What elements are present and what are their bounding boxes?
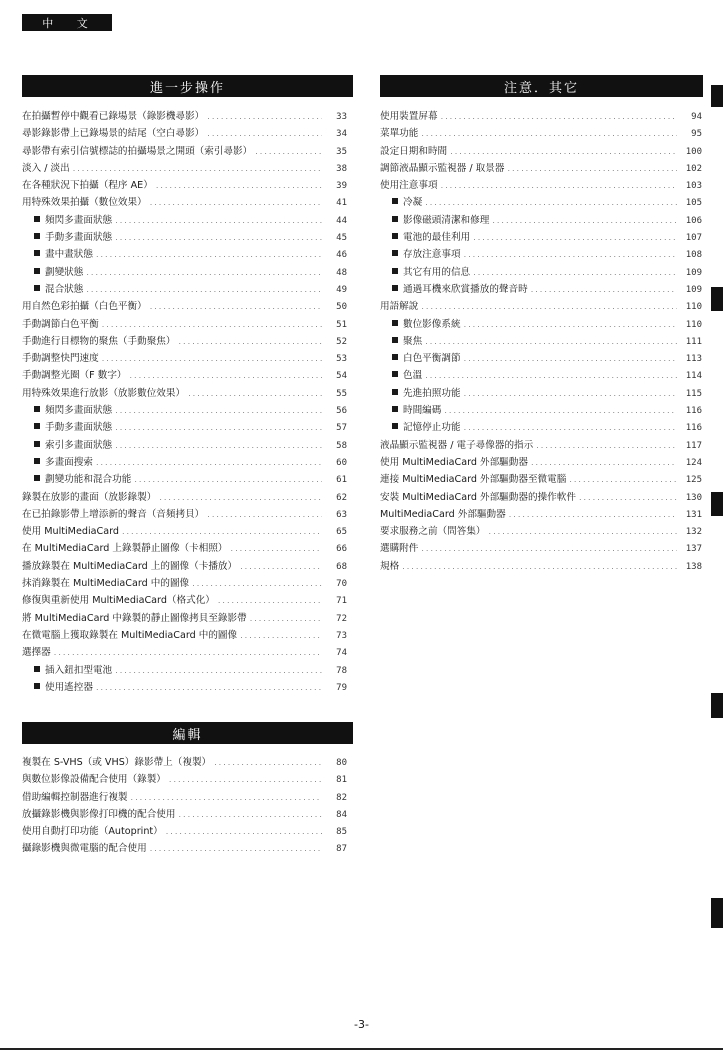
toc-entry-title: 畫中畫狀態	[45, 249, 93, 261]
dot-leader	[115, 437, 322, 454]
dot-leader	[122, 523, 322, 540]
toc-page-number: 116	[685, 423, 702, 434]
toc-subentry	[380, 419, 702, 436]
dot-leader	[473, 229, 677, 246]
dot-leader	[156, 177, 322, 194]
toc-entry-title: 使用自動打印功能（Autoprint）	[22, 826, 163, 838]
dot-leader	[115, 419, 322, 436]
toc-subentry	[22, 281, 347, 298]
section-edge-marker	[711, 492, 723, 516]
toc-page-number: 34	[336, 129, 347, 140]
dot-leader	[96, 246, 322, 263]
toc-page-number: 113	[685, 354, 702, 365]
toc-page-number: 51	[336, 319, 347, 330]
section-edge-marker	[711, 287, 723, 311]
toc-page-number: 78	[336, 665, 347, 676]
toc-page-number: 79	[336, 682, 347, 693]
toc-subentry	[22, 246, 347, 263]
toc-entry-title: 設定日期和時間	[380, 145, 448, 157]
toc-entry-title: 播放錄製在 MultiMediaCard 上的圖像（卡播放）	[22, 560, 238, 572]
toc-entry	[22, 194, 347, 211]
toc-entry-title: 攝錄影機與微電腦的配合使用	[22, 843, 147, 855]
toc-entry	[22, 575, 347, 592]
toc-page-number: 84	[336, 809, 347, 820]
toc-page-number: 103	[685, 181, 702, 192]
toc-page-number: 73	[336, 630, 347, 641]
toc-page-number: 60	[336, 457, 347, 468]
toc-page-number: 138	[685, 561, 702, 572]
toc-entry	[22, 789, 347, 806]
toc-subentry	[380, 350, 702, 367]
toc-entry-title: 混合狀態	[45, 283, 84, 295]
toc-entry-title: 在微電腦上獲取錄製在 MultiMediaCard 中的圖像	[22, 629, 238, 641]
dot-leader	[96, 454, 322, 471]
toc-entry-title: 用特殊效果進行放影（放影數位效果）	[22, 387, 186, 399]
dot-leader	[425, 194, 677, 211]
dot-leader	[188, 385, 322, 402]
toc-entry-title: 在拍攝暫停中觀看已錄場景（錄影機尋影）	[22, 111, 205, 122]
toc-page-number: 46	[336, 250, 347, 261]
toc-entry	[22, 385, 347, 402]
dot-leader	[464, 316, 677, 333]
toc-page-number: 132	[685, 527, 702, 538]
dot-leader	[531, 281, 677, 298]
toc-entry-title: 連接 MultiMediaCard 外部驅動器至微電腦	[380, 474, 567, 486]
toc-entry	[22, 644, 347, 661]
toc-entry-title: 記憶停止功能	[403, 422, 461, 434]
toc-page-number: 72	[336, 613, 347, 624]
toc-entry	[380, 298, 702, 315]
toc-entry	[22, 523, 347, 540]
dot-leader	[207, 108, 322, 125]
toc-page-number: 44	[336, 215, 347, 226]
toc-entry-title: 手動調整光圈（F 數字）	[22, 370, 127, 382]
dot-leader	[159, 489, 322, 506]
dot-leader	[102, 316, 322, 333]
toc-entry	[22, 125, 347, 142]
toc-subentry	[22, 419, 347, 436]
toc-page-number: 114	[685, 371, 702, 382]
toc-entry	[380, 177, 702, 194]
toc-entry-title: 通過耳機來欣賞播放的聲音時	[403, 283, 528, 295]
dot-leader	[54, 644, 322, 661]
toc-page-number: 115	[685, 388, 702, 399]
dot-leader	[464, 419, 677, 436]
toc-entry-title: 插入鈕扣型電池	[45, 664, 113, 676]
toc-entry-title: 規格	[380, 560, 400, 572]
section-edge-marker	[711, 898, 723, 928]
toc-entry	[380, 471, 702, 488]
toc-entry	[22, 540, 347, 557]
toc-page-number: 65	[336, 527, 347, 538]
toc-page-number: 107	[685, 233, 702, 244]
toc-page-number: 68	[336, 561, 347, 572]
toc-entry-title: 手動多畫面狀態	[45, 422, 113, 434]
toc-entry	[22, 489, 347, 506]
dot-leader	[421, 540, 677, 557]
toc-subentry	[22, 264, 347, 281]
toc-entry	[22, 298, 347, 315]
toc-entry	[22, 823, 347, 840]
toc-page-number: 94	[691, 112, 702, 122]
toc-page-number: 57	[336, 423, 347, 434]
dot-leader	[569, 471, 677, 488]
dot-leader	[255, 143, 322, 160]
toc-entry-title: 用語解說	[380, 301, 419, 313]
section-edge-marker	[711, 693, 723, 718]
language-tab: 中 文	[22, 14, 112, 31]
toc-page-number: 82	[336, 792, 347, 803]
toc-subentry	[22, 402, 347, 419]
toc-page-number: 62	[336, 492, 347, 503]
dot-leader	[240, 558, 322, 575]
toc-page-number: 38	[336, 163, 347, 174]
toc-page-number: 110	[685, 319, 702, 330]
toc-entry-title: 劃變狀態	[45, 266, 84, 278]
toc-page-number: 41	[336, 198, 347, 209]
toc-page-number: 105	[685, 198, 702, 209]
toc-page-number: 111	[685, 336, 702, 347]
toc-editing	[22, 754, 347, 858]
toc-page-number: 50	[336, 302, 347, 313]
toc-entry	[22, 806, 347, 823]
toc-entry	[380, 506, 702, 523]
toc-page-number: 74	[336, 648, 347, 659]
toc-entry-title: 用自然色彩拍攝（白色平衡）	[22, 301, 147, 313]
dot-leader	[464, 246, 677, 263]
toc-page-number: 124	[685, 457, 702, 468]
dot-leader	[536, 437, 677, 454]
toc-page-number: 55	[336, 388, 347, 399]
toc-entry-title: 手動調節白色平衡	[22, 318, 99, 330]
toc-page-number: 85	[336, 827, 347, 838]
toc-entry-title: 使用注意事項	[380, 180, 438, 192]
toc-entry-title: 索引多畫面狀態	[45, 439, 113, 451]
toc-entry-title: 選擇器	[22, 647, 51, 659]
dot-leader	[250, 610, 322, 627]
toc-page-number: 137	[685, 544, 702, 555]
toc-entry-title: 頻閃多畫面狀態	[45, 214, 113, 226]
toc-subentry	[380, 194, 702, 211]
toc-page-number: 33	[336, 112, 347, 122]
toc-entry-title: 其它有用的信息	[403, 266, 471, 278]
toc-page-number: 39	[336, 181, 347, 192]
dot-leader	[115, 229, 322, 246]
toc-entry-title: 白色平衡調節	[403, 353, 461, 365]
toc-entry	[22, 177, 347, 194]
dot-leader	[134, 471, 322, 488]
toc-page-number: 52	[336, 336, 347, 347]
toc-entry-title: 手動調整快門速度	[22, 353, 99, 365]
dot-leader	[441, 108, 677, 125]
toc-entry-title: 使用裝置屏幕	[380, 111, 438, 122]
dot-leader	[425, 367, 677, 384]
toc-page-number: 80	[336, 758, 347, 768]
section-header-notes-others: 注意．其它	[380, 75, 703, 97]
dot-leader	[179, 333, 323, 350]
dot-leader	[492, 212, 677, 229]
toc-entry-title: 聚焦	[403, 335, 423, 347]
scan-edge-line	[0, 1048, 723, 1050]
toc-page-number: 54	[336, 371, 347, 382]
toc-subentry	[22, 679, 347, 696]
toc-subentry	[380, 212, 702, 229]
dot-leader	[115, 662, 322, 679]
toc-entry-title: 複製在 S-VHS（或 VHS）錄影帶上（複製）	[22, 757, 212, 768]
toc-page-number: 87	[336, 844, 347, 855]
toc-page-number: 56	[336, 406, 347, 417]
toc-entry	[22, 754, 347, 771]
toc-page-number: 58	[336, 440, 347, 451]
toc-entry-title: 在各種狀況下拍攝（程序 AE）	[22, 180, 153, 192]
toc-page-number: 35	[336, 146, 347, 157]
toc-entry	[380, 125, 702, 142]
toc-page-number: 102	[685, 163, 702, 174]
toc-subentry	[380, 333, 702, 350]
toc-subentry	[22, 471, 347, 488]
toc-subentry	[380, 246, 702, 263]
dot-leader	[464, 385, 677, 402]
toc-entry-title: 多畫面搜索	[45, 456, 93, 468]
dot-leader	[231, 540, 322, 557]
dot-leader	[207, 125, 322, 142]
toc-subentry	[380, 229, 702, 246]
toc-entry-title: 電池的最佳利用	[403, 232, 471, 244]
section-edge-marker	[711, 85, 723, 107]
dot-leader	[402, 558, 677, 575]
toc-entry	[22, 627, 347, 644]
dot-leader	[450, 143, 677, 160]
dot-leader	[115, 212, 322, 229]
toc-page-number: 110	[685, 302, 702, 313]
toc-page-number: 49	[336, 284, 347, 295]
toc-entry	[380, 160, 702, 177]
toc-advanced-operations	[22, 108, 347, 696]
toc-entry	[380, 558, 702, 575]
toc-entry-title: 使用 MultiMediaCard 外部驅動器	[380, 456, 528, 468]
dot-leader	[579, 489, 677, 506]
toc-page-number: 61	[336, 475, 347, 486]
toc-entry-title: 影像磁頭清潔和修理	[403, 214, 490, 226]
toc-page-number: 109	[685, 267, 702, 278]
toc-entry-title: 手動進行目標物的聚焦（手動聚焦）	[22, 335, 176, 347]
toc-entry	[22, 108, 347, 125]
toc-subentry	[22, 229, 347, 246]
toc-entry-title: 使用 MultiMediaCard	[22, 526, 119, 538]
toc-entry-title: 先進拍照功能	[403, 387, 461, 399]
toc-page-number: 125	[685, 475, 702, 486]
section-header-advanced-operations: 進一步操作	[22, 75, 353, 97]
dot-leader	[444, 402, 677, 419]
toc-subentry	[22, 212, 347, 229]
toc-entry	[22, 143, 347, 160]
toc-subentry	[380, 316, 702, 333]
toc-entry-title: 數位影像系統	[403, 318, 461, 330]
toc-entry-title: 在 MultiMediaCard 上錄製靜止圖像（卡相照）	[22, 543, 228, 555]
toc-page-number: 116	[685, 406, 702, 417]
toc-entry	[22, 506, 347, 523]
page-number: -3-	[354, 1018, 369, 1031]
dot-leader	[425, 333, 677, 350]
toc-subentry	[380, 281, 702, 298]
dot-leader	[166, 823, 322, 840]
dot-leader	[489, 523, 677, 540]
toc-entry-title: 調節液晶顯示監視器 / 取景器	[380, 162, 505, 174]
toc-page-number: 100	[685, 146, 702, 157]
dot-leader	[179, 806, 323, 823]
dot-leader	[131, 789, 322, 806]
toc-page-number: 131	[685, 509, 702, 520]
dot-leader	[192, 575, 322, 592]
toc-page-number: 95	[691, 129, 702, 140]
dot-leader	[507, 160, 677, 177]
toc-subentry	[380, 385, 702, 402]
toc-entry	[380, 143, 702, 160]
toc-entry-title: MultiMediaCard 外部驅動器	[380, 508, 506, 520]
toc-page-number: 70	[336, 579, 347, 590]
toc-page-number: 45	[336, 233, 347, 244]
toc-entry-title: 尋影帶有索引信號標誌的拍攝場景之開頭（索引尋影）	[22, 145, 253, 157]
toc-entry-title: 與數位影像設備配合使用（錄製）	[22, 774, 166, 786]
toc-page-number: 108	[685, 250, 702, 261]
toc-entry	[22, 771, 347, 788]
dot-leader	[218, 592, 322, 609]
toc-page-number: 66	[336, 544, 347, 555]
toc-page-number: 48	[336, 267, 347, 278]
toc-entry	[22, 316, 347, 333]
toc-page-number: 81	[336, 775, 347, 786]
toc-entry-title: 劃變功能和混合功能	[45, 474, 132, 486]
toc-page-number: 53	[336, 354, 347, 365]
dot-leader	[421, 125, 677, 142]
toc-entry-title: 頻閃多畫面狀態	[45, 405, 113, 417]
toc-entry	[22, 367, 347, 384]
toc-entry-title: 冷凝	[403, 197, 423, 209]
dot-leader	[214, 754, 322, 771]
toc-entry-title: 將 MultiMediaCard 中錄製的靜止圖像拷貝至錄影帶	[22, 612, 247, 624]
toc-notes-others	[380, 108, 702, 575]
dot-leader	[207, 506, 322, 523]
toc-entry-title: 在已拍錄影帶上增添新的聲音（音頻拷貝）	[22, 508, 205, 520]
toc-entry	[380, 540, 702, 557]
toc-entry-title: 選購附件	[380, 543, 419, 555]
toc-entry-title: 手動多畫面狀態	[45, 232, 113, 244]
section-header-editing: 編輯	[22, 722, 353, 744]
toc-page-number: 106	[685, 215, 702, 226]
dot-leader	[531, 454, 677, 471]
toc-entry-title: 存放注意事項	[403, 249, 461, 261]
toc-entry	[380, 489, 702, 506]
toc-entry	[22, 333, 347, 350]
toc-entry	[22, 592, 347, 609]
toc-entry-title: 抹消錄製在 MultiMediaCard 中的圖像	[22, 578, 190, 590]
toc-entry-title: 時間編碼	[403, 405, 442, 417]
dot-leader	[86, 264, 322, 281]
toc-subentry	[380, 402, 702, 419]
toc-entry	[22, 558, 347, 575]
dot-leader	[441, 177, 677, 194]
toc-subentry	[22, 662, 347, 679]
toc-subentry	[380, 367, 702, 384]
dot-leader	[73, 160, 322, 177]
toc-subentry	[22, 454, 347, 471]
dot-leader	[115, 402, 322, 419]
toc-entry-title: 菜單功能	[380, 128, 419, 140]
dot-leader	[464, 350, 677, 367]
toc-entry-title: 錄製在放影的畫面（放影錄製）	[22, 491, 157, 503]
toc-entry	[380, 108, 702, 125]
toc-page-number: 109	[685, 284, 702, 295]
toc-entry-title: 液晶顯示監視器 / 電子尋像器的指示	[380, 439, 534, 451]
dot-leader	[240, 627, 322, 644]
toc-entry-title: 借助編輯控制器進行複製	[22, 791, 128, 803]
toc-entry-title: 淡入 / 淡出	[22, 162, 70, 174]
toc-entry-title: 放攝錄影機與影像打印機的配合使用	[22, 808, 176, 820]
toc-entry	[22, 160, 347, 177]
toc-entry-title: 尋影錄影帶上已錄場景的結尾（空白尋影）	[22, 128, 205, 140]
dot-leader	[473, 264, 677, 281]
dot-leader	[102, 350, 322, 367]
toc-entry-title: 要求服務之前（問答集）	[380, 526, 486, 538]
dot-leader	[150, 194, 322, 211]
dot-leader	[86, 281, 322, 298]
toc-entry	[380, 437, 702, 454]
dot-leader	[169, 771, 322, 788]
toc-page-number: 130	[685, 492, 702, 503]
toc-subentry	[380, 264, 702, 281]
toc-entry	[380, 523, 702, 540]
dot-leader	[150, 298, 322, 315]
dot-leader	[150, 840, 322, 857]
toc-page-number: 117	[685, 440, 702, 451]
toc-entry	[22, 840, 347, 857]
toc-entry-title: 安裝 MultiMediaCard 外部驅動器的操作軟件	[380, 491, 576, 503]
toc-page-number: 71	[336, 596, 347, 607]
toc-page-number: 63	[336, 509, 347, 520]
toc-entry-title: 色溫	[403, 370, 423, 382]
toc-entry-title: 修復與重新使用 MultiMediaCard（格式化）	[22, 595, 215, 607]
toc-entry-title: 使用遙控器	[45, 681, 93, 693]
toc-subentry	[22, 437, 347, 454]
toc-entry-title: 用特殊效果拍攝（數位效果）	[22, 197, 147, 209]
toc-entry	[380, 454, 702, 471]
dot-leader	[130, 367, 322, 384]
dot-leader	[421, 298, 677, 315]
dot-leader	[509, 506, 677, 523]
dot-leader	[96, 679, 322, 696]
toc-entry	[22, 350, 347, 367]
toc-entry	[22, 610, 347, 627]
